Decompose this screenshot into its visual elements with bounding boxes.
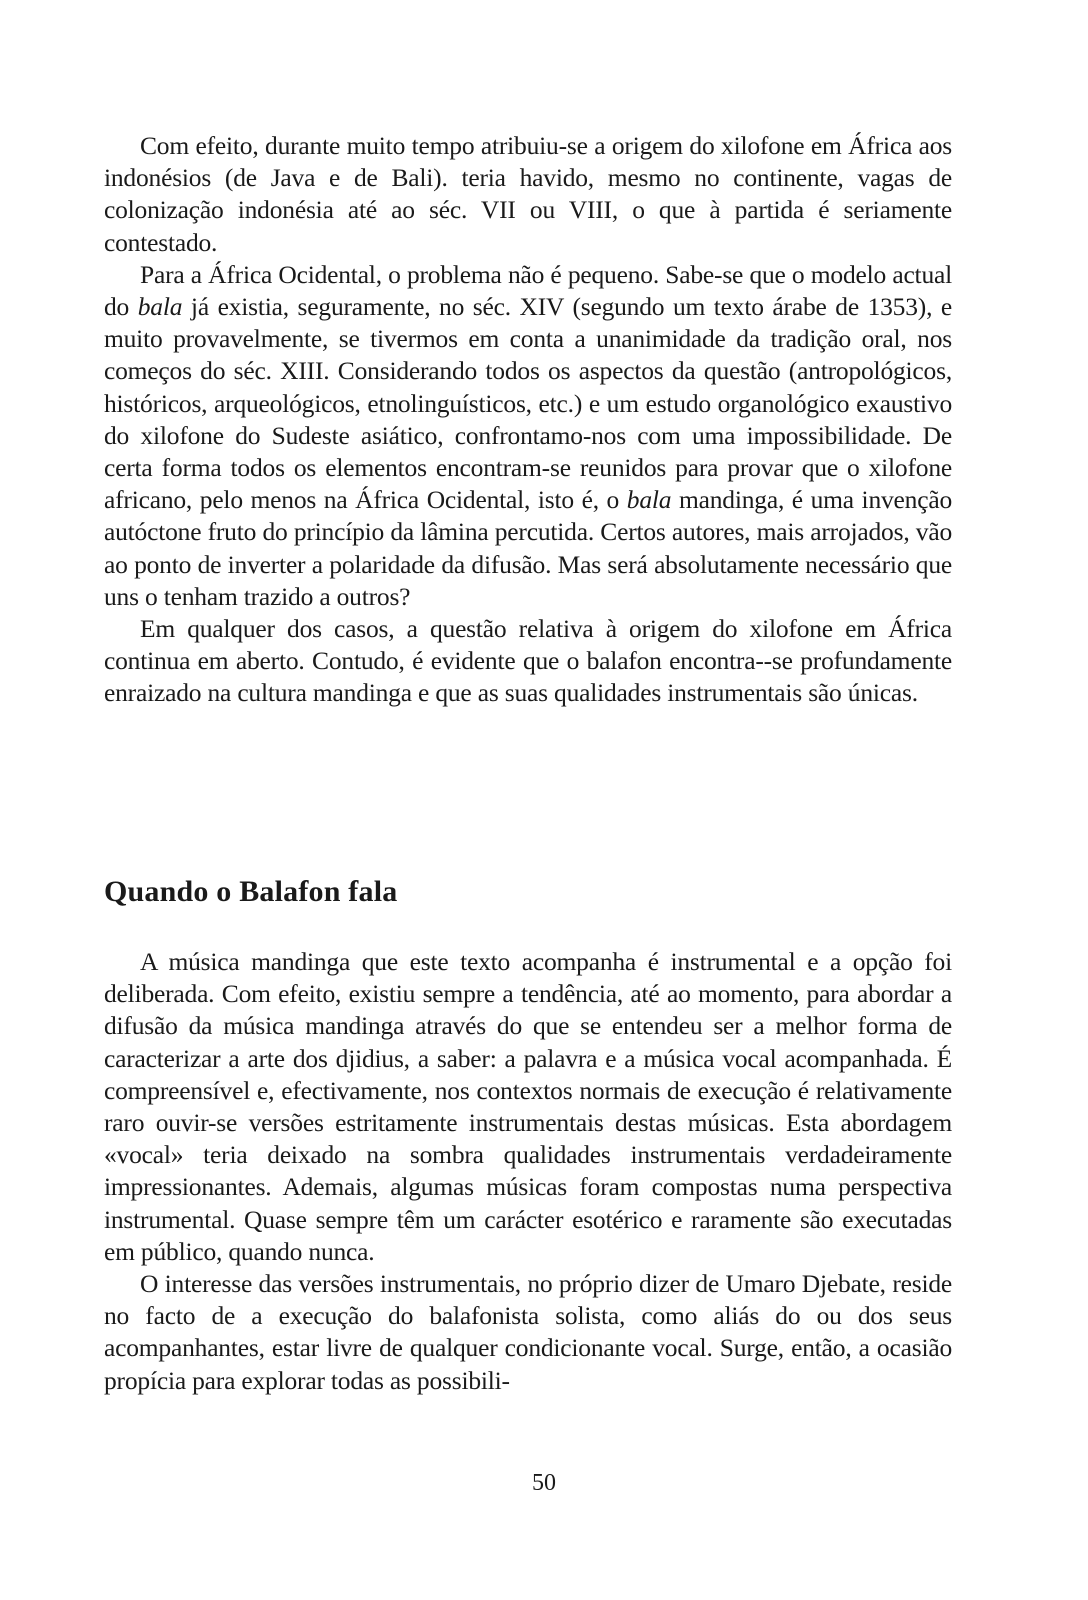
- paragraph: A música mandinga que este texto acompanha é instrumental e a opção foi deliberada. Com efeito, existiu sempre a tendência, até ao momento, para abordar a difusão da música mandinga através do que se entendeu ser a melhor forma de caracterizar a arte dos djidius, a saber: a palavra e a música vocal acompanhada. É compreensível e, efectivamente, nos contextos normais de execução é relativamente raro ouvir-se versões estritamente instrumentais destas músicas. Esta abordagem «vocal» teria deixado na sombra qualidades instrumentais verdadeiramente impressionantes. Ademais, algumas músicas foram compostas numa perspectiva instrumental. Quase sempre têm um carácter esotérico e raramente são executadas em público, quando nunca.: [104, 947, 952, 1266]
- paragraph: [104, 613, 952, 710]
- paragraph: [104, 130, 952, 259]
- section-two-body: [104, 946, 952, 1397]
- page-number: 50: [532, 1470, 556, 1496]
- paragraph: [104, 259, 952, 613]
- section-heading: Quando o Balafon fala: [104, 875, 398, 908]
- text-run: Com efeito, durante muito tempo atribuiu-se a origem do xilofone em África aos indonésios (de Java e de Bali). teria havido, mesmo no continente, vagas de colonização indonésia até ao séc. VII ou VIII, o que à partida é seriamente contestado.: [104, 131, 952, 257]
- italic-term: bala: [137, 292, 183, 322]
- section-one-body: [104, 130, 952, 710]
- text-run: Em qualquer dos casos, a questão relativa à origem do xilofone em África continua em aberto. Contudo, é evidente que o balafon encontra--se profundamente enraizado na cultura mandinga e que as suas qualidades instrumentais são únicas.: [104, 614, 952, 708]
- italic-term: bala: [626, 485, 672, 515]
- text-run: Para a África Ocidental, o problema não é pequeno. Sabe-se que o modelo actual do: [104, 259, 952, 322]
- paragraph: O interesse das versões instrumentais, no próprio dizer de Umaro Djebate, reside no facto de a execução do balafonista solista, como aliás do ou dos seus acompanhantes, estar livre de qualquer condicionante vocal. Surge, então, a ocasião propícia para explorar todas as possibili-: [104, 1269, 952, 1395]
- text-run: mandinga, é uma invenção autóctone fruto do princípio da lâmina percutida. Certos autores, mais arrojados, vão ao ponto de inverter a polaridade da difusão. Mas será absolutamente necessário que uns o tenham trazido a outros?: [104, 485, 952, 611]
- text-run: já existia, seguramente, no séc. XIV (segundo um texto árabe de 1353), e muito provavelmente, se tivermos em conta a unanimidade da tradição oral, nos começos do séc. XIII. Considerando todos os aspectos da questão (antropológicos, históricos, arqueológicos, etnolinguísticos, etc.) e um estudo organológico exaustivo do xilofone do Sudeste asiático, confrontamo-nos com uma impossibilidade. De certa forma todos os elementos encontram-se reunidos para provar que o xilofone africano, pelo menos na África Ocidental, isto é, o: [104, 292, 952, 515]
